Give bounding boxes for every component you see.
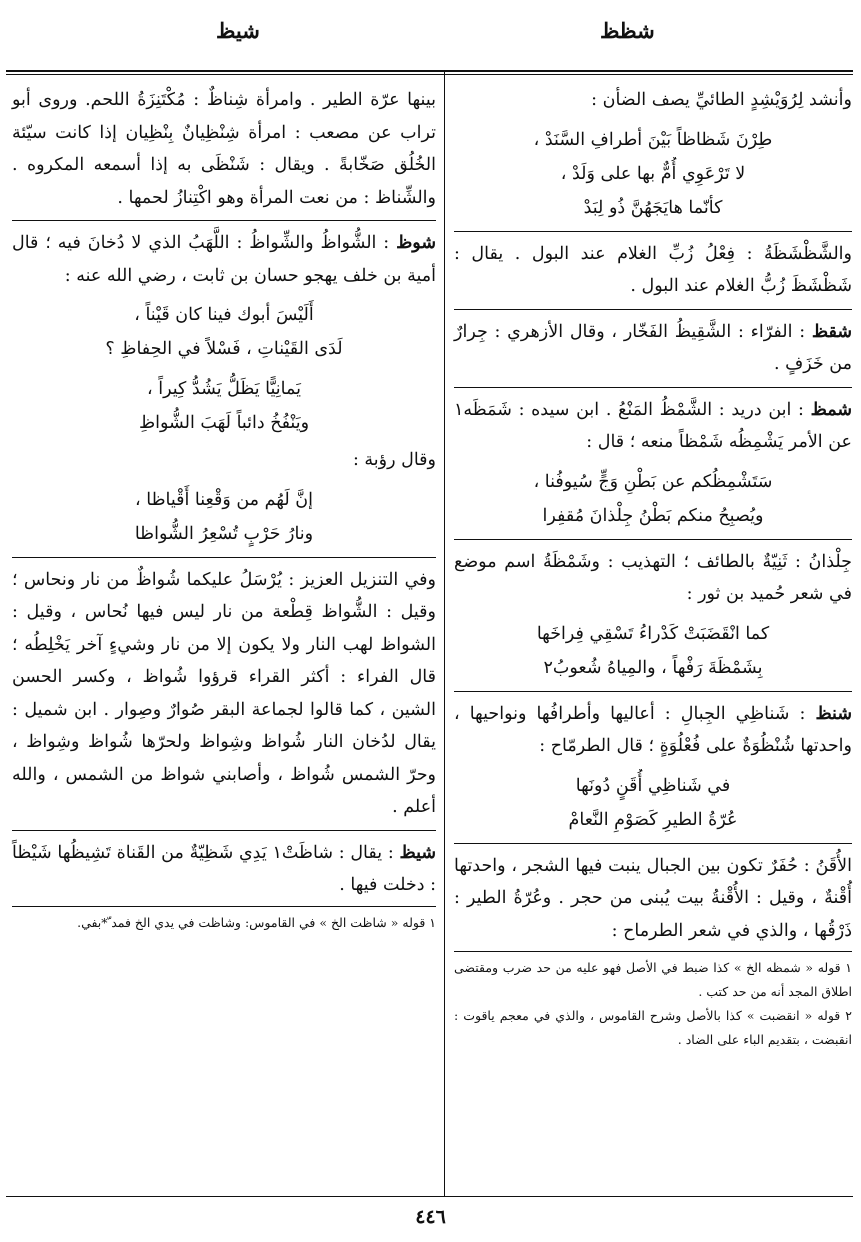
headword-shayaz: شيظ — [399, 842, 437, 863]
verse-shamaz — [454, 465, 852, 533]
left-column — [12, 84, 436, 935]
right-column — [454, 84, 852, 1052]
headword-shanaz: شنظ — [815, 703, 852, 724]
paragraph-shazshaza: والشَّظْشَظَةُ : فِعْلُ زُبِّ الغلام عند البول . يقال : شَظْشَظَ زُبُّ الغلام عند البول . — [454, 243, 852, 296]
entry-shamaz — [454, 394, 852, 459]
entry-separator — [454, 231, 852, 232]
verse-line: ويُصبِحُ منكم بَطْنُ جِلْذانَ مُقفِرا — [542, 505, 764, 526]
entry-separator — [454, 539, 852, 540]
entry-separator — [454, 387, 852, 388]
entry-separator — [12, 830, 436, 831]
entry-text: : شَناظِي الجِبالِ : أعاليها وأطرافُها ونواحيها ، واحدتها شُنْظُوَةٌ على فُعْلُوَةٍ ؛ قال الطرمّاح : — [454, 703, 852, 756]
paragraph-ruba: وقال رؤبة : — [352, 450, 436, 470]
running-header-left: شيظ — [216, 18, 260, 43]
footnote-rule — [454, 951, 852, 952]
paragraph-tanzil: وفي التنزيل العزيز : يُرْسَلُ عليكما شُواظٌ من نار ونحاس ؛ وقيل : الشُّواظ قِطْعة من نار ليس فيها نُحاس ، وقيل : الشواظ لهب النار ولا يكون إلا من نار وشيءٍ آخر يَخْلِطُه ؛ قال الفراء : أكثر القراء قرؤوا شُواظ ، وكسر الحسن الشين ، كما قالوا لجماعة البقر صُوارٌ وصِوار . ابن شميل : يقال لدُخان النار شُواظ وشِواظ ولحرّها شُواظ وشِواظ ، وحرّ الشمس شُواظ ، وأصابني شواظ من الشمس ، والله أعلم . — [12, 569, 436, 817]
running-header-right: شظظ — [600, 18, 655, 43]
paragraph-intro: وأنشد لِرُوَيْشِدٍ الطائيِّ يصف الضأن : — [591, 90, 852, 110]
entry-shaqaz — [454, 316, 852, 381]
paragraph-uqan: الأُقَنُ : حُفَرٌ تكون بين الجبال ينبت فيها الشجر ، واحدتها أُقْنةٌ ، وقيل : الأُقْنةُ بيت يُبنى من حجر . وعُرّةُ الطير : ذَرْقُها ، والذي في شعر الطرماح : — [454, 855, 852, 941]
footnote: ١ قوله « شاظت الخ » في القاموس: وشاظت في يدي الخ فمد ّ*بفي. — [77, 914, 436, 930]
verse-ruba — [12, 483, 436, 551]
headword-shawaz: شوظ — [396, 233, 436, 253]
verse-line: ونارُ حَرْبٍ تُسْعِرُ الشُّواظا — [134, 523, 314, 544]
verse-umayya-2 — [12, 372, 436, 440]
verse-line: إنَّ لَهُم من وَقْعِنا أَقْياظا ، — [135, 489, 313, 510]
verse-umayya-1 — [12, 298, 436, 366]
verse-line: سَتَشْمِظُكم عن بَطْنِ وَجٍّ سُيوفُنا ، — [533, 471, 773, 492]
verse-line: لَدَى القَيْناتِ ، فَسْلاً في الحِفاظِ ؟ — [105, 339, 343, 359]
verse-line: عُرّةُ الطيرِ كَصَوْمِ النَّعامْ — [568, 809, 738, 830]
verse-line: كأنّما هايَجَهُنَّ ذُو لِبَدْ — [583, 197, 723, 218]
paragraph-jildhan: جِلْذانُ : ثَنِيّةٌ بالطائف ؛ التهذيب : وشَمْظَةُ اسم موضع في شعر حُميد بن ثور : — [454, 551, 852, 604]
verse-tirimmah — [454, 769, 852, 837]
footnote: ٢ قوله « انقضبت » كذا بالأصل وشرح القاموس ، والذي في معجم ياقوت : انقبضت ، بتقديم الباء على الضاد . — [454, 1008, 852, 1047]
entry-text: : الفرّاء : الشَّقِيظُ الفَخّار ، وقال الأزهري : جِرارٌ من خَزَفٍ . — [454, 321, 852, 374]
entry-text: : الشُّواظُ والشِّواظُ : اللَّهَبُ الذي لا دُخانَ فيه ؛ قال أمية بن خلف يهجو حسان بن ثابت ، رضي الله عنه : — [12, 233, 436, 286]
verse-ruwayshid — [454, 123, 852, 225]
header-rule-thin — [6, 74, 853, 75]
entry-separator — [12, 220, 436, 221]
entry-shawaz — [12, 227, 436, 292]
column-divider — [444, 72, 445, 1196]
verse-line: يَمانِيًّا يَظَلُّ يَشُدُّ كِيراً ، — [147, 379, 301, 399]
verse-line: أَلَيْسَ أبوك فينا كان قَيْناً ، — [134, 305, 314, 325]
entry-separator — [454, 691, 852, 692]
entry-text: : يقال : شاظَتْ١ يَدِي شَظِيّةٌ من القَناة تَشِيظُها شَيْظاً : دخلت فيها . — [12, 842, 436, 895]
entry-separator — [454, 309, 852, 310]
footnote-rule — [12, 906, 436, 907]
entry-shayaz — [12, 837, 436, 902]
headword-shaqaz: شقظ — [811, 321, 852, 342]
footnote: ١ قوله « شمظه الخ » كذا ضبط في الأصل فهو عليه من حد ضرب ومقتضى اطلاق المجد أنه من حد كتب . — [454, 960, 852, 999]
paragraph-shinaz: بينها عرّة الطير . وامرأة شِناظٌ : مُكْتَنِزَةُ اللحم. وروى أبو تراب عن مصعب : امرأة شِنْظِيانٌ بِنْظِيان إذا كانت سيّئة الخُلُق صَخّابةً . ويقال : شَنْظَى به إذا أسمعه المكروه . والشِّناظ : من نعت المرأة وهو اكْتِنازُ لحمها . — [12, 90, 436, 208]
footer-rule — [6, 1196, 853, 1197]
header-rule — [6, 70, 853, 72]
verse-humayd — [454, 617, 852, 685]
entry-separator — [454, 843, 852, 844]
verse-line: كما انْقَضَبَتْ كَدْراءُ تَسْقِي فِراخَها — [536, 623, 770, 644]
entry-text: : ابن دريد : الشَّمْظُ المَنْعُ . ابن سيده : شَمَظَه١ عن الأمر يَشْمِظُه شَمْظاً منعه ؛ قال : — [454, 399, 852, 452]
entry-shanaz — [454, 698, 852, 763]
headword-shamaz: شمظ — [810, 399, 852, 420]
verse-line: طِرْنَ شَظاظاً بَيْنَ أطرافِ السَّنَدْ ، — [533, 129, 773, 150]
verse-line: في شَناظِي أُقَنٍ دُونَها — [575, 775, 731, 796]
verse-line: لا تَرْعَوِي أُمٌّ بها على وَلَدْ ، — [560, 163, 746, 184]
entry-separator — [12, 557, 436, 558]
verse-line: ويَنْفُخُ دائباً لَهَبَ الشُّواظِ — [138, 413, 310, 433]
page-number: ٤٤٦ — [415, 1206, 446, 1228]
verse-line: بِشَمْظَةَ رَفْهاً ، والمِياهُ شُعوبُ٢ — [543, 657, 763, 678]
